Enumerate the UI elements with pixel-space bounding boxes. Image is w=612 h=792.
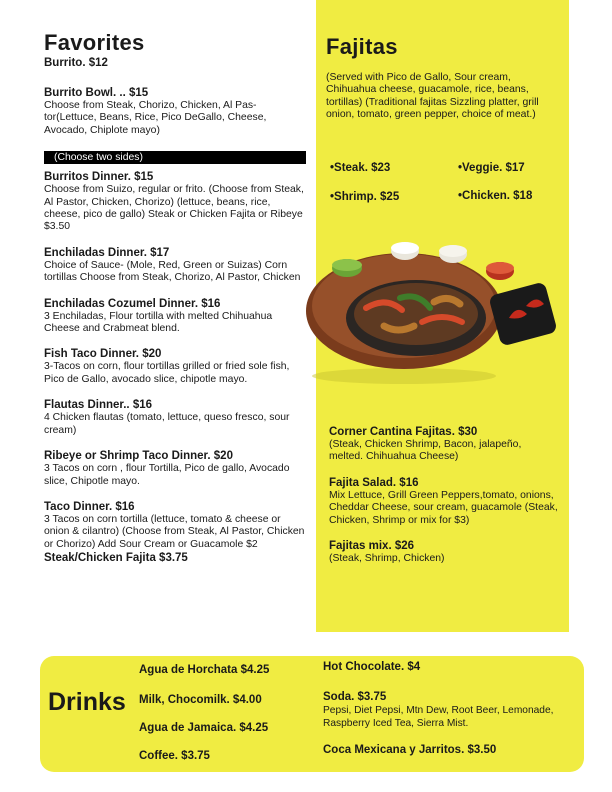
choose-sides-bar: (Choose two sides) — [44, 151, 306, 164]
fajitas-intro: (Served with Pico de Gallo, Sour cream, Chihuahua cheese, guacamole, rice, beans, tortillas) (Traditional fajitas Sizzling platter, grill onion, tomato, green pepper, choice of meat.) — [326, 72, 539, 121]
item-desc: (Steak, Chicken Shrimp, Bacon, jalapeño, melted. Chihuahua Cheese) — [329, 439, 522, 463]
drinks-title: Drinks — [48, 688, 126, 716]
menu-item — [44, 170, 306, 234]
item-name: Fish Taco Dinner. $20 — [44, 348, 162, 361]
item-desc: 3 Tacos on corn , flour Tortilla, Pico de gallo, Avocado slice, Chipotle mayo. — [44, 463, 290, 487]
taco-extra: Steak/Chicken Fajita $3.75 — [44, 552, 188, 565]
favorites-title: Favorites — [44, 30, 145, 55]
drink-coca-mexicana: Coca Mexicana y Jarritos. $3.50 — [323, 744, 497, 756]
favorites-column — [44, 30, 306, 565]
item-desc: Choose from Suizo, regular or frito. (Choose from Steak, Al Pastor, Chicken, Chorizo) (lettuce, beans, rice, cheese, pico de gallo) Steak or Chicken Fajita or Ribeye $3.50 — [44, 184, 304, 233]
menu-item — [329, 425, 565, 464]
item-name: Corner Cantina Fajitas. $30 — [329, 426, 478, 438]
item-name: Flautas Dinner.. $16 — [44, 399, 153, 412]
menu-item — [44, 398, 306, 437]
item-name: Burrito Bowl. .. $15 — [44, 87, 149, 99]
fajita-specials — [329, 425, 565, 565]
item-desc: Choice of Sauce- (Mole, Red, Green or Suizas) Corn tortillas Choose from Steak, Chorizo, Al Pastor, Chicken — [44, 259, 301, 284]
price-steak: •Steak. $23 — [330, 162, 391, 174]
drink-milk: Milk, Chocomilk. $4.00 — [139, 694, 262, 706]
menu-item — [44, 246, 306, 285]
fajita-platter-image — [304, 226, 569, 386]
item-desc: 3-Tacos on corn, flour tortillas grilled or fried sole fish, Pico de Gallo, avocado slice, chipotle mayo. — [44, 361, 290, 385]
item-name: Enchiladas Cozumel Dinner. $16 — [44, 297, 221, 310]
soda-list: Pepsi, Diet Pepsi, Mtn Dew, Root Beer, Lemonade, Raspberry Iced Tea, Sierra Mist. — [323, 705, 554, 729]
price-chicken: •Chicken. $18 — [458, 190, 533, 202]
burrito-price: Burrito. $12 — [44, 57, 108, 69]
item-desc: 3 Tacos on corn tortilla (lettuce, tomato & cheese or onion & cilantro) (Choose from Steak, Al Pastor, Chicken or Chorizo) Add Sour Cream or Guacamole $2 — [44, 513, 305, 550]
menu-item — [44, 297, 306, 336]
fajitas-panel — [316, 0, 569, 632]
fajitas-title: Fajitas — [326, 34, 398, 59]
item-name: Burritos Dinner. $15 — [44, 171, 154, 184]
item-name: Enchiladas Dinner. $17 — [44, 246, 170, 259]
menu-item — [44, 86, 306, 137]
drink-coffee: Coffee. $3.75 — [139, 750, 210, 762]
drink-jamaica: Agua de Jamaica. $4.25 — [139, 722, 269, 734]
menu-item — [44, 347, 306, 386]
menu-item — [44, 449, 306, 488]
item-name: Fajita Salad. $16 — [329, 476, 419, 489]
item-desc: 4 Chicken flautas (tomato, lettuce, queso fresco, sour cream) — [44, 412, 290, 436]
drink-hot-chocolate: Hot Chocolate. $4 — [323, 661, 421, 673]
item-desc: 3 Enchiladas, Flour tortilla with melted Chihuahua Cheese and Crabmeat blend. — [44, 310, 273, 335]
item-desc: Choose from Steak, Chorizo, Chicken, Al Pas-tor(Lettuce, Beans, Rice, Pico DeGallo, Cheese, Avocado, Chiplote mayo) — [44, 100, 267, 136]
drinks-box — [40, 656, 584, 772]
menu-item — [329, 539, 565, 565]
drink-horchata: Agua de Horchata $4.25 — [139, 664, 270, 676]
drink-soda: Soda. $3.75 — [323, 691, 387, 703]
price-veggie: •Veggie. $17 — [458, 162, 525, 174]
item-name: Taco Dinner. $16 — [44, 500, 135, 513]
item-desc: Mix Lettuce, Grill Green Peppers,tomato, onions, Cheddar Cheese, sour cream, guacamole (Steak, Chicken, Shrimp or mix for $3) — [329, 489, 558, 526]
item-name: Ribeye or Shrimp Taco Dinner. $20 — [44, 450, 233, 463]
item-name: Fajitas mix. $26 — [329, 540, 415, 553]
price-shrimp: •Shrimp. $25 — [330, 191, 400, 203]
menu-item — [329, 476, 565, 527]
item-desc: (Steak, Shrimp, Chicken) — [329, 553, 445, 565]
menu-item — [44, 500, 306, 565]
